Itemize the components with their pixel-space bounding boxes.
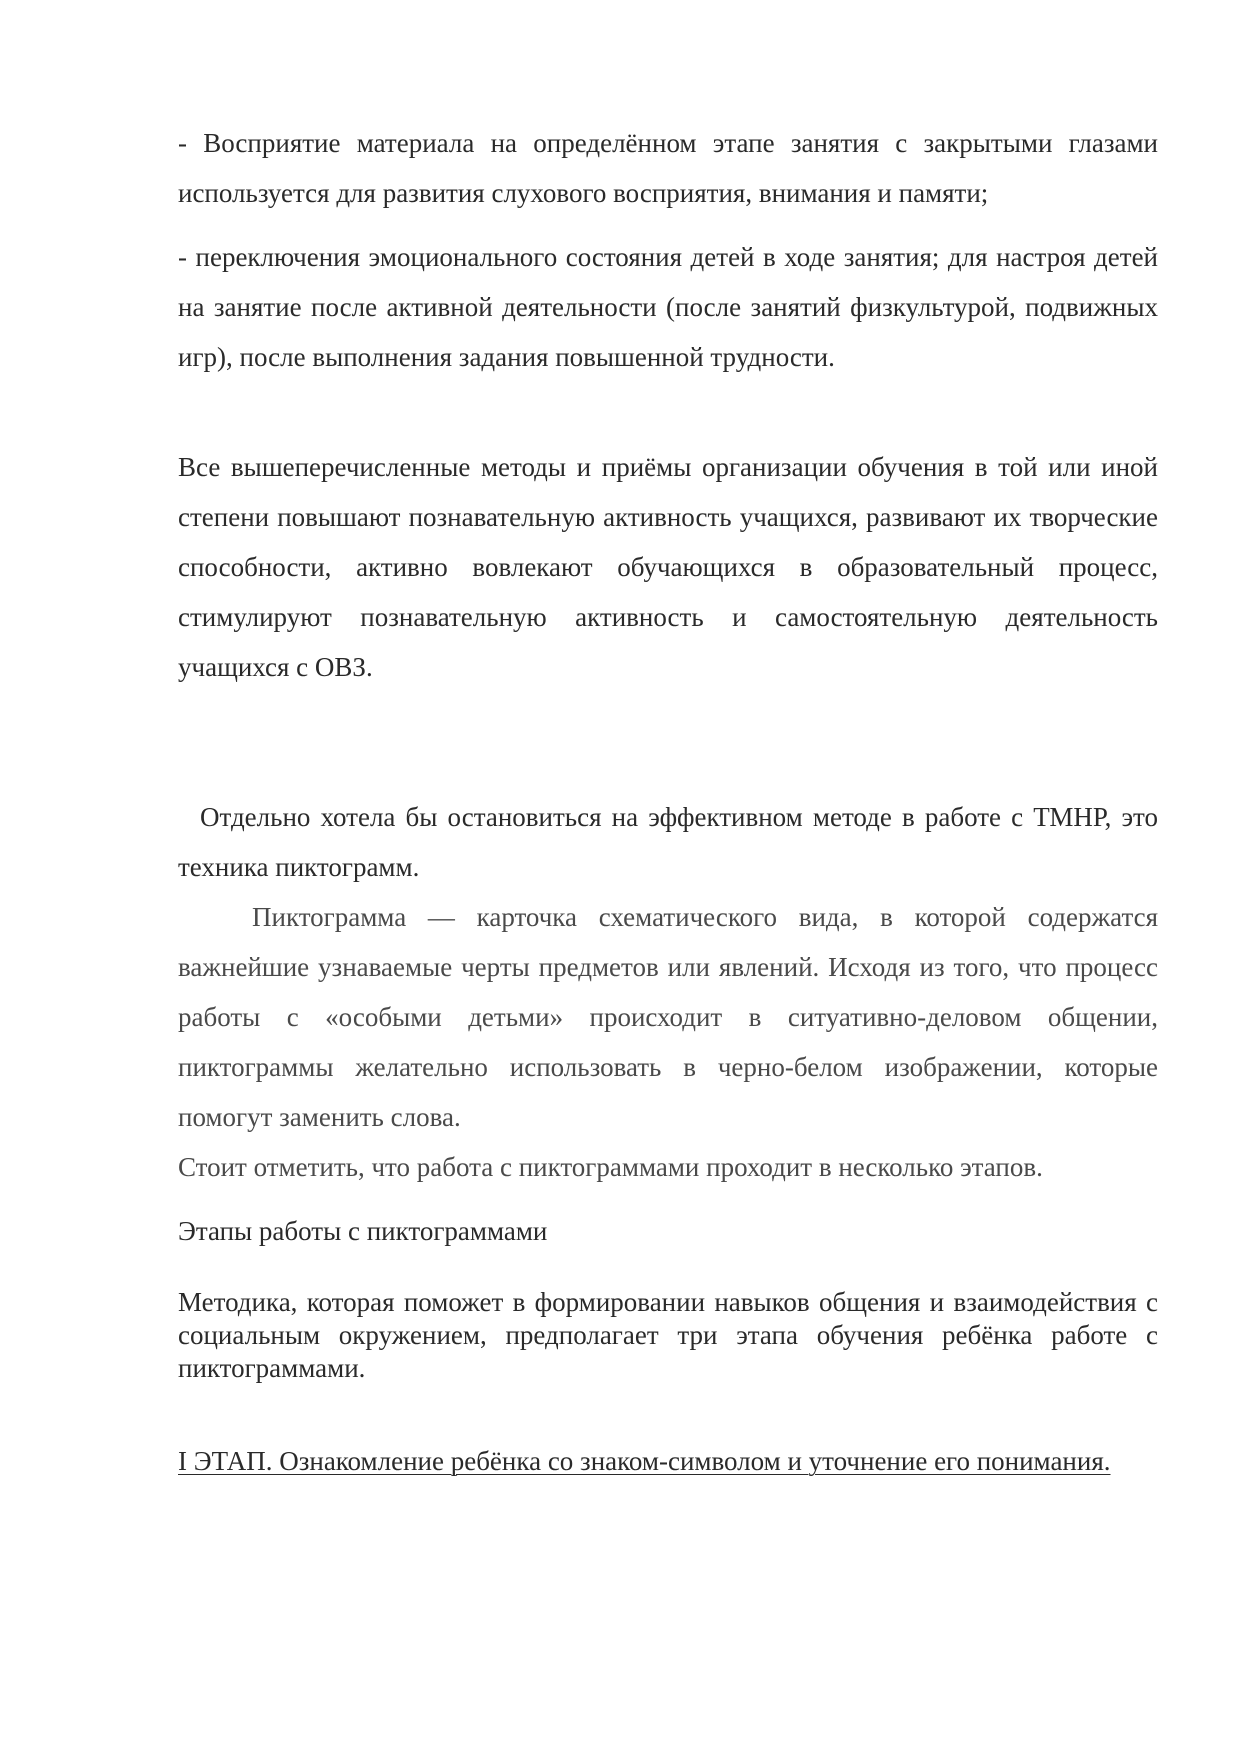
paragraph-emotional-switch: - переключения эмоционального состояния детей в ходе занятия; для настроя детей на занятие после активной деятельности (после занятий физкультурой, подвижных игр), после выполнения задания повышенной трудности. [178, 242, 1158, 372]
paragraph-stages-note: Стоит отметить, что работа с пиктограммами проходит в несколько этапов. [178, 1152, 1043, 1182]
stage-one-heading: I ЭТАП. Ознакомление ребёнка со знаком-символом и уточнение его понимания. [178, 1446, 1111, 1476]
paragraph-closed-eyes: - Восприятие материала на определённом этапе занятия с закрытыми глазами используется для развития слухового восприятия, внимания и памяти; [178, 128, 1158, 208]
paragraph-pictogram-definition: Пиктограмма — карточка схематического вида, в которой содержатся важнейшие узнаваемые черты предметов или явлений. Исходя из того, что процесс работы с «особыми детьми» происходит в ситуативно-деловом общении, пиктограммы желательно использовать в черно-белом изображении, которые помогут заменить слова. [178, 902, 1158, 1132]
section-heading-pictogram-stages: Этапы работы с пиктограммами [178, 1216, 548, 1246]
paragraph-tmnr-method: Отдельно хотела бы остановиться на эффективном методе в работе с ТМНР, это техника пиктограмм. [178, 802, 1158, 882]
paragraph-methodology: Методика, которая поможет в формировании навыков общения и взаимодействия с социальным окружением, предполагает три этапа обучения ребёнка работе с пиктограммами. [178, 1287, 1158, 1383]
paragraph-methods-summary: Все вышеперечисленные методы и приёмы организации обучения в той или иной степени повышают познавательную активность учащихся, развивают их творческие способности, активно вовлекают обучающихся в образовательный процесс, стимулируют познавательную активность и самостоятельную деятельность учащихся с ОВЗ. [178, 452, 1158, 682]
document-body [178, 118, 1158, 1478]
